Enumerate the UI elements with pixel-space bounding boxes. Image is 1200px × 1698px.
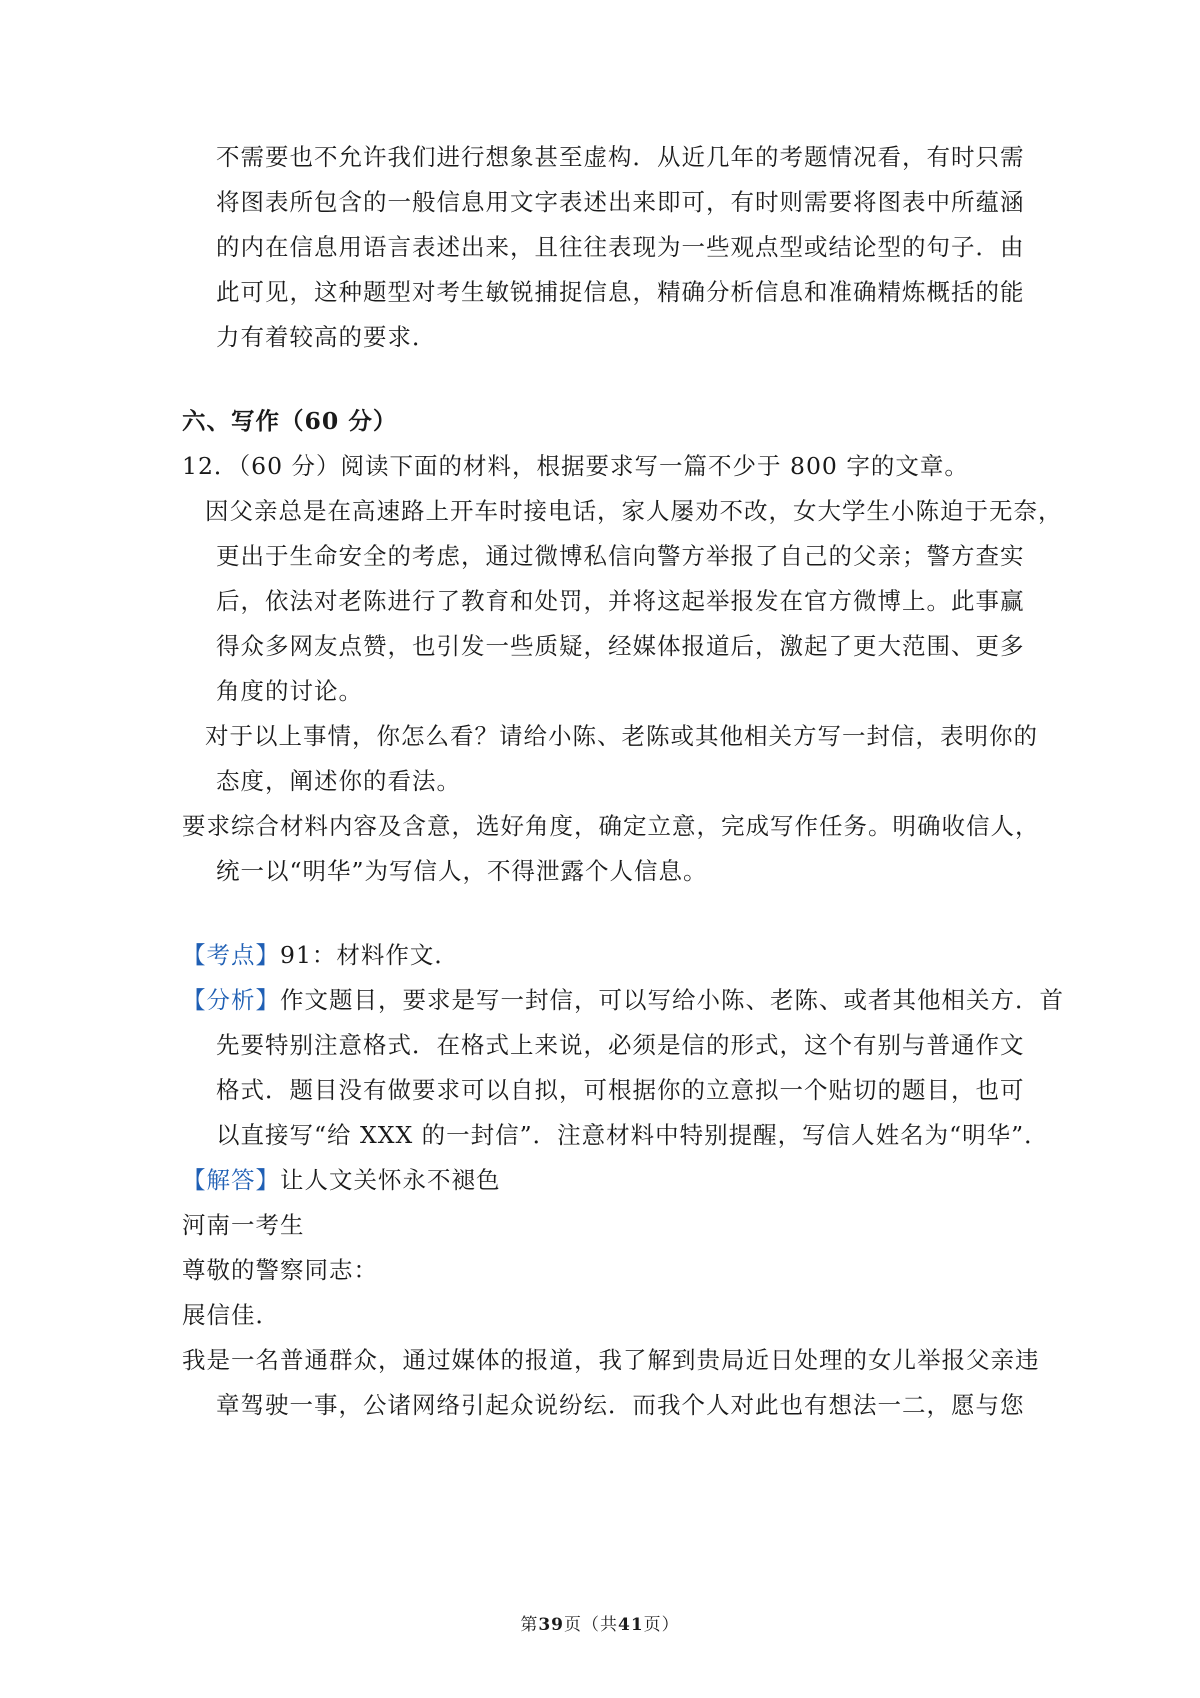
footer-suffix: 页） (643, 1615, 680, 1635)
material-p1-line-4: 得众多网友点赞，也引发一些质疑，经媒体报道后，激起了更大范围、更多 (216, 632, 1025, 660)
material-p2-line-2: 态度，阐述你的看法。 (216, 767, 461, 795)
continuation-line-1: 不需要也不允许我们进行想象甚至虚构．从近几年的考题情况看，有时只需 (216, 143, 1025, 171)
kaodian-line (182, 940, 1024, 970)
continuation-line-2: 将图表所包含的一般信息用文字表述出来即可，有时则需要将图表中所蕴涵 (216, 188, 1025, 216)
fenxi-line-2: 先要特别注意格式．在格式上来说，必须是信的形式，这个有别与普通作文 (216, 1031, 1025, 1059)
fenxi-line-3: 格式．题目没有做要求可以自拟，可根据你的立意拟一个贴切的题目，也可 (216, 1076, 1025, 1104)
jieda-line (182, 1165, 1024, 1195)
footer-middle: 页（共 (564, 1615, 618, 1635)
essay-body-line-1: 我是一名普通群众，通过媒体的报道，我了解到贵局近日处理的女儿举报父亲违 (182, 1346, 1040, 1374)
material-p1-line-2: 更出于生命安全的考虑，通过微博私信向警方举报了自己的父亲；警方查实 (216, 542, 1025, 570)
fenxi-line-1 (182, 985, 1064, 1015)
page-footer (0, 1614, 1200, 1636)
kaodian-text: 91：材料作文． (280, 941, 459, 969)
question-line (182, 451, 1024, 481)
material-p2-line-1: 对于以上事情，你怎么看？请给小陈、老陈或其他相关方写一封信，表明你的 (205, 722, 1038, 750)
essay-body-line-2: 章驾驶一事，公诸网络引起众说纷纭．而我个人对此也有想法一二，愿与您 (216, 1391, 1025, 1419)
page-total: 41 (618, 1615, 644, 1635)
essay-author: 河南一考生 (182, 1211, 305, 1239)
continuation-line-5: 力有着较高的要求． (216, 323, 437, 351)
fenxi-line-4: 以直接写“给 XXX 的一封信”．注意材料中特别提醒，写信人姓名为“明华”． (216, 1121, 1049, 1149)
material-p1-line-1: 因父亲总是在高速路上开车时接电话，家人屡劝不改，女大学生小陈迫于无奈， (205, 497, 1063, 525)
material-p1-line-5: 角度的讨论。 (216, 677, 363, 705)
page-number: 39 (538, 1615, 564, 1635)
kaodian-label: 【考点】 (182, 941, 280, 969)
requirement-line-2: 统一以“明华”为写信人，不得泄露个人信息。 (216, 857, 708, 885)
continuation-line-3: 的内在信息用语言表述出来，且往往表现为一些观点型或结论型的句子．由 (216, 233, 1025, 261)
material-p1-line-3: 后，依法对老陈进行了教育和处罚，并将这起举报发在官方微博上。此事赢 (216, 587, 1025, 615)
footer-prefix: 第 (520, 1615, 539, 1635)
continuation-line-4: 此可见，这种题型对考生敏锐捕捉信息，精确分析信息和准确精炼概括的能 (216, 278, 1025, 306)
essay-greeting: 展信佳． (182, 1301, 280, 1329)
section-title: 六、写作（60 分） (182, 407, 398, 435)
essay-salutation: 尊敬的警察同志： (182, 1256, 378, 1284)
jieda-label: 【解答】 (182, 1166, 280, 1194)
requirement-line-1: 要求综合材料内容及含意，选好角度，确定立意，完成写作任务。明确收信人， (182, 812, 1040, 840)
fenxi-label: 【分析】 (182, 986, 280, 1014)
fenxi-text-1: 作文题目，要求是写一封信，可以写给小陈、老陈、或者其他相关方．首 (280, 986, 1064, 1014)
question-number: 12． (182, 452, 239, 480)
question-text: （60 分）阅读下面的材料，根据要求写一篇不少于 800 字的文章。 (238, 452, 969, 480)
essay-title: 让人文关怀永不褪色 (280, 1166, 501, 1194)
